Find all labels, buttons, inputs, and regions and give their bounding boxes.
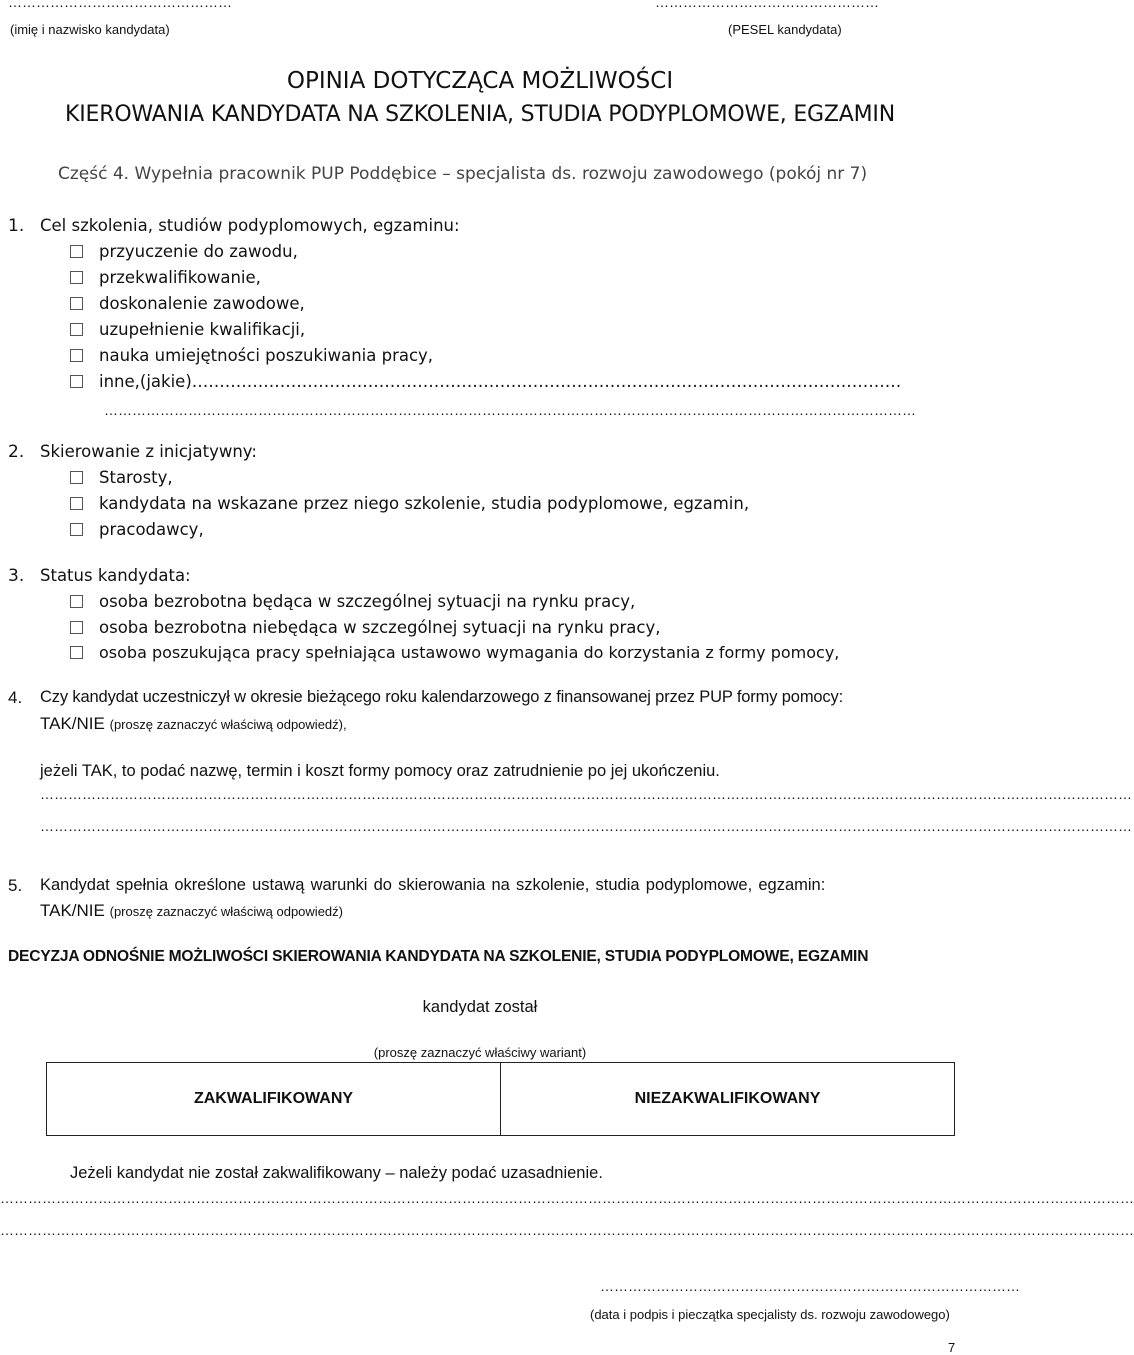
q3-option: osoba bezrobotna niebędąca w szczególnej sytuacji na rynku pracy, <box>70 618 660 637</box>
page-number: 7 <box>948 1340 956 1355</box>
checkbox-icon[interactable] <box>70 523 83 536</box>
q4-dots-line-2: ……………………………………………………………………………………………………………………………………………………………………………………………………………… <box>40 818 1132 834</box>
q3-number: 3. <box>8 566 25 586</box>
q4-answer[interactable]: TAK/NIE <box>40 714 105 733</box>
q4-text: Czy kandydat uczestniczył w okresie bieżącego roku kalendarzowego z finansowanej przez PUP formy pomocy: <box>40 688 844 706</box>
q5-answer[interactable]: TAK/NIE <box>40 901 105 920</box>
q5-text: Kandydat spełnia określone ustawą warunki do skierowania na szkolenie, studia podyplomowe, egzamin: <box>40 876 826 894</box>
checkbox-icon[interactable] <box>70 271 83 284</box>
justification-dots-2: ……………………………………………………………………………………………………………………………………………………………………………………………………………………… <box>0 1222 1134 1238</box>
q2-number: 2. <box>8 442 25 462</box>
decision-table <box>46 1062 955 1136</box>
decision-subheading: kandydat został <box>422 998 538 1016</box>
q2-option: kandydata na wskazane przez niego szkolenie, studia podyplomowe, egzamin, <box>70 494 749 513</box>
q3-option: osoba bezrobotna będąca w szczególnej sytuacji na rynku pracy, <box>70 592 635 611</box>
title-line-2: KIEROWANIA KANDYDATA NA SZKOLENIA, STUDIA PODYPLOMOWE, EGZAMIN <box>65 102 895 127</box>
name-caption: (imię i nazwisko kandydata) <box>10 22 170 37</box>
q1-option: doskonalenie zawodowe, <box>70 294 305 313</box>
checkbox-icon[interactable] <box>70 471 83 484</box>
q4-number: 4. <box>8 688 23 707</box>
q1-option: nauka umiejętności poszukiwania pracy, <box>70 346 433 365</box>
checkbox-icon[interactable] <box>70 323 83 336</box>
part-label: Część 4. Wypełnia pracownik PUP Poddębice – specjalista ds. rozwoju zawodowego (pokój nr 7) <box>58 164 868 184</box>
q1-option: przekwalifikowanie, <box>70 268 261 287</box>
checkbox-icon[interactable] <box>70 349 83 362</box>
q5-number: 5. <box>8 876 23 895</box>
checkbox-icon[interactable] <box>70 297 83 310</box>
q1-option: uzupełnienie kwalifikacji, <box>70 320 305 339</box>
pesel-dots: ………………………………………… <box>655 0 879 10</box>
checkbox-icon[interactable] <box>70 646 83 659</box>
q4-hint: (proszę zaznaczyć właściwą odpowiedź), <box>109 717 347 732</box>
justification-label: Jeżeli kandydat nie został zakwalifikowany – należy podać uzasadnienie. <box>70 1164 603 1182</box>
q4-followup: jeżeli TAK, to podać nazwę, termin i koszt formy pomocy oraz zatrudnienie po jej ukończeniu. <box>40 762 720 780</box>
decision-heading: DECYZJA ODNOŚNIE MOŻLIWOŚCI SKIEROWANIA KANDYDATA NA SZKOLENIE, STUDIA PODYPLOMOWE, EGZAMIN <box>8 948 869 965</box>
q3-text: Status kandydata: <box>40 566 191 585</box>
title-line-1: OPINIA DOTYCZĄCA MOŻLIWOŚCI <box>286 68 674 94</box>
q1-number: 1. <box>8 216 25 236</box>
q2-text: Skierowanie z inicjatywny: <box>40 442 257 461</box>
name-dots: ………………………………………… <box>8 0 232 10</box>
checkbox-icon[interactable] <box>70 621 83 634</box>
q5-answer-line <box>40 901 343 921</box>
option-not-qualified[interactable]: NIEZAKWALIFIKOWANY <box>501 1063 955 1136</box>
option-qualified[interactable]: ZAKWALIFIKOWANY <box>47 1063 501 1136</box>
q2-option: pracodawcy, <box>70 520 204 539</box>
q1-other-line: ………………………………………………………………………………………………………………………………………………………… <box>104 402 916 418</box>
checkbox-icon[interactable] <box>70 375 83 388</box>
checkbox-icon[interactable] <box>70 245 83 258</box>
q3-option: osoba poszukująca pracy spełniająca ustawowo wymagania do korzystania z formy pomocy, <box>70 643 839 662</box>
checkbox-icon[interactable] <box>70 595 83 608</box>
q4-dots-line-1: ……………………………………………………………………………………………………………………………………………………………………………………………………………… <box>40 786 1132 802</box>
q1-option: przyuczenie do zawodu, <box>70 242 298 261</box>
pesel-caption: (PESEL kandydata) <box>728 22 842 37</box>
justification-dots-1: ……………………………………………………………………………………………………………………………………………………………………………………………………………………… <box>0 1190 1134 1206</box>
signature-caption: (data i podpis i pieczątka specjalisty ds. rozwoju zawodowego) <box>590 1307 950 1322</box>
q1-option-other: inne,(jakie)………………………………………………………………………………………………………………… <box>70 372 950 391</box>
q2-option: Starosty, <box>70 468 173 487</box>
checkbox-icon[interactable] <box>70 497 83 510</box>
q1-text: Cel szkolenia, studiów podyplomowych, egzaminu: <box>40 216 460 235</box>
decision-hint: (proszę zaznaczyć właściwy wariant) <box>373 1045 587 1060</box>
signature-dots: ……………………………………………………………………………… <box>600 1278 1020 1294</box>
q4-answer-line <box>40 714 347 734</box>
q5-hint: (proszę zaznaczyć właściwą odpowiedź) <box>109 904 343 919</box>
